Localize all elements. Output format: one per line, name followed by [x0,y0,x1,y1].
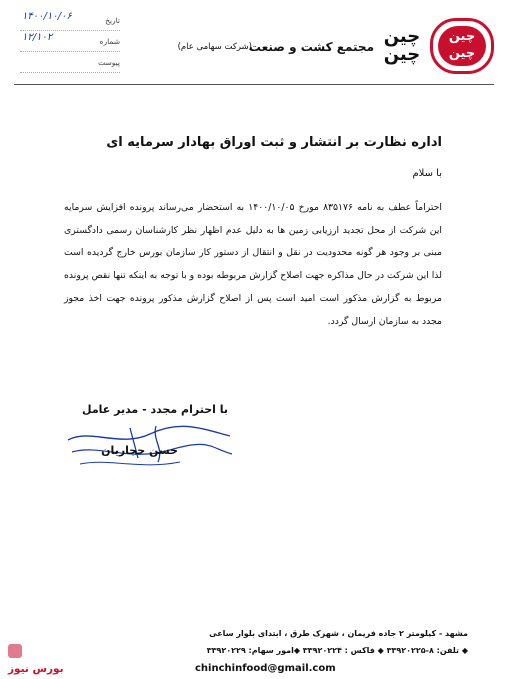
header-divider [14,84,494,85]
brand-bottom: چین [383,44,421,65]
date-label: تاریخ [105,16,120,25]
brand-top: چین [383,26,421,47]
company-name: مجتمع کشت و صنعت [248,40,374,54]
company-type: (شرکت سهامی عام) [177,42,252,52]
number-label: شماره [99,37,120,46]
letter-body: احتراماً عطف به نامه ۸۳۵۱۷۶ مورخ ۱۴۰۰/۱۰/۰۵ به استحضار می‌رساند پرونده افزایش سرمایه این شرکت از محل تجدید ارزیابی زمین ها به دلیل عدم اظهار نظر کارشناسان رسمی دادگستری مبنی بر وجود هر گونه محدودیت در نقل و انتقال از دستور کار سازمان بورس خارج گردیده است لذا این شرکت در حال مذاکره جهت اصلاح گزارش مربوطه بوده و با توجه به اینکه تنها نقص پرونده مربوط به گزارش مذکور است امید است پس از اصلاح گزارش مذکور پرونده جهت اخذ مجوز مجدد به سازمان ارسال گردد. [64,202,442,327]
recipient: اداره نظارت بر انتشار و ثبت اوراق بهادار سرمایه ای [106,135,442,150]
greeting: با سلام [412,168,442,179]
date-row [20,12,120,31]
attachment-row [20,54,120,73]
footer-address: مشهد - کیلومتر ۲ جاده فریمان ، شهرک طرق ، ابتدای بلوار ساعی [209,629,468,638]
logo-text-top: چین [448,29,476,44]
footer-phones: ◆ تلفن: ۸-۳۳۹۲۰۲۲۵ ◆ فاکس : ۳۳۹۲۰۲۲۴ ◆امور سهام: ۳۳۹۲۰۲۲۹ [206,646,468,655]
watermark-icon [8,644,22,658]
watermark-text: بورس نیوز [8,663,64,675]
date-value: ۱۴۰۰/۱۰/۰۶ [22,11,72,22]
attachment-label: پیوست [98,58,120,67]
closing-line: با احترام مجدد - مدیر عامل [82,403,228,416]
letter-meta [20,12,120,75]
number-row [20,33,120,52]
signatory-name: حسن حجاریان [101,444,178,457]
number-value: ۱۲/۱۰۲ [22,32,53,43]
logo-text-bottom: چین [448,46,476,61]
footer-email: chinchinfood@gmail.com [195,663,336,674]
company-logo [430,18,494,74]
brand-wordmark [380,28,424,64]
